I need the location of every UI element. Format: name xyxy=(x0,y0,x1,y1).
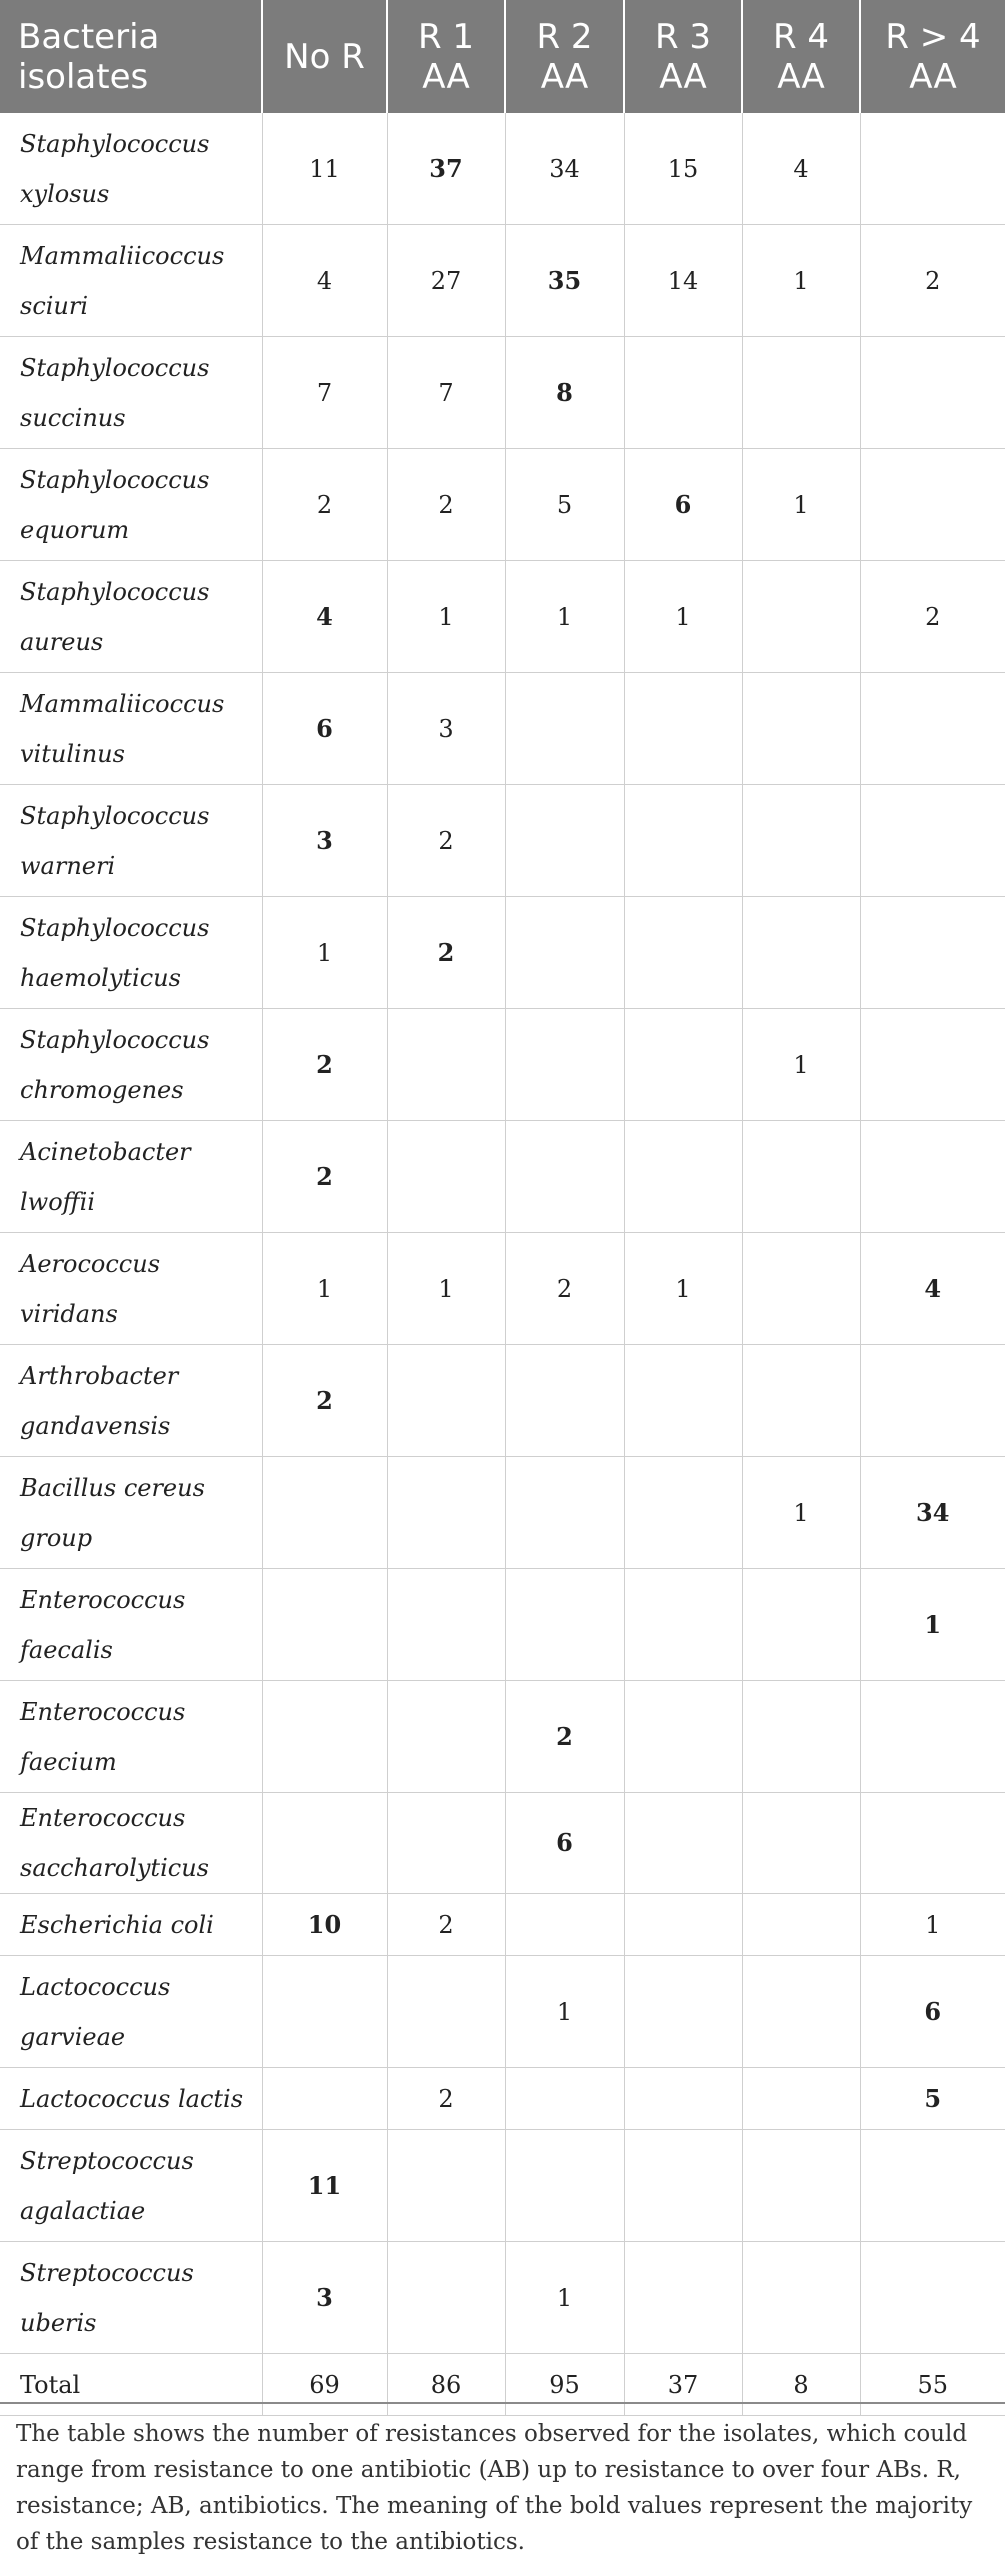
isolate-name: Mammaliicoccus sciuri xyxy=(0,225,262,337)
resistance-count-cell xyxy=(624,673,742,785)
isolate-name: Aerococcus viridans xyxy=(0,1233,262,1345)
isolate-name: Enterococcus faecium xyxy=(0,1681,262,1793)
resistance-count-cell xyxy=(505,1569,624,1681)
resistance-count-cell: 2 xyxy=(860,561,1005,673)
resistance-count-cell xyxy=(624,2068,742,2130)
resistance-count-cell xyxy=(742,2068,860,2130)
total-count-cell: 69 xyxy=(262,2354,387,2416)
resistance-count-cell: 4 xyxy=(742,113,860,225)
resistance-count-cell: 34 xyxy=(860,1457,1005,1569)
resistance-count-cell xyxy=(624,1894,742,1956)
isolate-name: Escherichia coli xyxy=(0,1894,262,1956)
resistance-count-cell xyxy=(742,1894,860,1956)
isolate-name: Bacillus cereus group xyxy=(0,1457,262,1569)
resistance-count-cell: 1 xyxy=(262,897,387,1009)
resistance-count-cell: 2 xyxy=(505,1233,624,1345)
isolate-name: Staphylococcus succinus xyxy=(0,337,262,449)
isolate-name: Lactococcus garvieae xyxy=(0,1956,262,2068)
table-row xyxy=(0,2068,1005,2130)
header-no-r: No R xyxy=(262,0,387,113)
table-row xyxy=(0,337,1005,449)
resistance-count-cell: 6 xyxy=(505,1793,624,1894)
header-r4: R 4 AA xyxy=(742,0,860,113)
resistance-count-cell xyxy=(387,1569,505,1681)
resistance-count-cell xyxy=(860,113,1005,225)
resistance-count-cell: 4 xyxy=(860,1233,1005,1345)
resistance-count-cell xyxy=(505,2068,624,2130)
header-r-over-4: R > 4 AA xyxy=(860,0,1005,113)
header-bacteria-isolates: Bacteria isolates xyxy=(0,0,262,113)
resistance-count-cell: 6 xyxy=(624,449,742,561)
resistance-count-cell: 11 xyxy=(262,113,387,225)
isolate-name: Acinetobacter lwoffii xyxy=(0,1121,262,1233)
resistance-count-cell: 2 xyxy=(387,897,505,1009)
resistance-count-cell: 37 xyxy=(387,113,505,225)
isolate-name: Staphylococcus haemolyticus xyxy=(0,897,262,1009)
resistance-count-cell xyxy=(387,1345,505,1457)
resistance-count-cell: 10 xyxy=(262,1894,387,1956)
total-count-cell: 37 xyxy=(624,2354,742,2416)
table-row xyxy=(0,1793,1005,1894)
table-row xyxy=(0,1009,1005,1121)
resistance-count-cell xyxy=(505,785,624,897)
resistance-count-cell xyxy=(262,1793,387,1894)
resistance-count-cell xyxy=(624,2242,742,2354)
resistance-count-cell xyxy=(624,1956,742,2068)
table-row xyxy=(0,1345,1005,1457)
resistance-count-cell xyxy=(505,2130,624,2242)
resistance-count-cell: 2 xyxy=(262,1121,387,1233)
resistance-count-cell: 1 xyxy=(262,1233,387,1345)
resistance-count-cell xyxy=(387,2242,505,2354)
resistance-count-cell xyxy=(505,673,624,785)
resistance-count-cell: 7 xyxy=(387,337,505,449)
isolate-name: Staphylococcus chromogenes xyxy=(0,1009,262,1121)
table-row xyxy=(0,785,1005,897)
resistance-count-cell xyxy=(505,1009,624,1121)
total-label: Total xyxy=(0,2354,262,2416)
isolate-name: Staphylococcus xylosus xyxy=(0,113,262,225)
table-row xyxy=(0,113,1005,225)
resistance-count-cell xyxy=(742,1793,860,1894)
total-count-cell: 86 xyxy=(387,2354,505,2416)
table-row xyxy=(0,449,1005,561)
resistance-count-cell xyxy=(505,1121,624,1233)
table-row xyxy=(0,673,1005,785)
resistance-count-cell: 7 xyxy=(262,337,387,449)
resistance-count-cell xyxy=(624,1681,742,1793)
header-r3: R 3 AA xyxy=(624,0,742,113)
resistance-count-cell: 2 xyxy=(262,1345,387,1457)
resistance-count-cell: 1 xyxy=(624,561,742,673)
resistance-count-cell: 27 xyxy=(387,225,505,337)
resistance-count-cell xyxy=(860,673,1005,785)
resistance-count-cell: 1 xyxy=(505,2242,624,2354)
resistance-count-cell xyxy=(262,2068,387,2130)
resistance-count-cell: 1 xyxy=(742,1457,860,1569)
table-row xyxy=(0,225,1005,337)
total-count-cell: 95 xyxy=(505,2354,624,2416)
resistance-count-cell xyxy=(742,1233,860,1345)
resistance-count-cell: 1 xyxy=(742,225,860,337)
resistance-count-cell: 3 xyxy=(262,2242,387,2354)
table-row xyxy=(0,1569,1005,1681)
resistance-count-cell xyxy=(742,1956,860,2068)
isolate-name: Enterococcus saccharolyticus xyxy=(0,1793,262,1894)
resistance-count-cell xyxy=(262,1457,387,1569)
resistance-count-cell xyxy=(387,1793,505,1894)
isolate-name: Mammaliicoccus vitulinus xyxy=(0,673,262,785)
table-row xyxy=(0,2242,1005,2354)
resistance-count-cell xyxy=(742,337,860,449)
resistance-count-cell xyxy=(742,897,860,1009)
resistance-count-cell xyxy=(624,897,742,1009)
resistance-count-cell xyxy=(742,785,860,897)
resistance-count-cell xyxy=(860,2242,1005,2354)
resistance-count-cell xyxy=(742,1681,860,1793)
resistance-count-cell xyxy=(742,673,860,785)
resistance-count-cell xyxy=(860,1793,1005,1894)
resistance-count-cell xyxy=(387,1956,505,2068)
table-row xyxy=(0,897,1005,1009)
resistance-count-cell xyxy=(624,1121,742,1233)
resistance-count-cell: 1 xyxy=(387,561,505,673)
resistance-count-cell xyxy=(624,1009,742,1121)
resistance-count-cell xyxy=(624,337,742,449)
resistance-count-cell: 2 xyxy=(505,1681,624,1793)
isolate-name: Staphylococcus equorum xyxy=(0,449,262,561)
resistance-count-cell: 1 xyxy=(387,1233,505,1345)
resistance-count-cell xyxy=(860,1681,1005,1793)
isolate-name: Lactococcus lactis xyxy=(0,2068,262,2130)
table-row xyxy=(0,1457,1005,1569)
resistance-count-cell: 15 xyxy=(624,113,742,225)
resistance-count-cell xyxy=(860,785,1005,897)
total-count-cell: 55 xyxy=(860,2354,1005,2416)
resistance-count-cell: 4 xyxy=(262,561,387,673)
resistance-count-cell: 1 xyxy=(505,561,624,673)
resistance-count-cell: 1 xyxy=(742,449,860,561)
table-footnote: The table shows the number of resistances observed for the isolates, which could range from resistance to one antibiotic (AB) up to resistance to over four ABs. R, resistance; AB, antibiotics. The meaning of the bold values represent the majority of the samples resistance to the antibiotics. xyxy=(0,2402,1005,2560)
resistance-count-cell: 34 xyxy=(505,113,624,225)
resistance-count-cell: 2 xyxy=(387,1894,505,1956)
table-row xyxy=(0,2130,1005,2242)
header-row xyxy=(0,0,1005,113)
table-row xyxy=(0,1681,1005,1793)
resistance-count-cell xyxy=(624,2130,742,2242)
isolate-name: Streptococcus uberis xyxy=(0,2242,262,2354)
table-row xyxy=(0,1956,1005,2068)
resistance-count-cell xyxy=(860,337,1005,449)
resistance-count-cell xyxy=(742,2130,860,2242)
resistance-count-cell xyxy=(742,1569,860,1681)
resistance-count-cell: 8 xyxy=(505,337,624,449)
resistance-count-cell: 2 xyxy=(387,2068,505,2130)
resistance-count-cell: 35 xyxy=(505,225,624,337)
total-count-cell: 8 xyxy=(742,2354,860,2416)
isolate-name: Arthrobacter gandavensis xyxy=(0,1345,262,1457)
resistance-count-cell xyxy=(742,561,860,673)
resistance-count-cell xyxy=(860,1345,1005,1457)
resistance-count-cell xyxy=(624,1569,742,1681)
resistance-count-cell xyxy=(624,1345,742,1457)
resistance-count-cell: 1 xyxy=(624,1233,742,1345)
resistance-count-cell xyxy=(860,449,1005,561)
resistance-count-cell xyxy=(387,1457,505,1569)
resistance-count-cell: 1 xyxy=(505,1956,624,2068)
resistance-count-cell xyxy=(860,1121,1005,1233)
resistance-count-cell xyxy=(742,1345,860,1457)
resistance-count-cell xyxy=(505,1345,624,1457)
isolate-name: Staphylococcus aureus xyxy=(0,561,262,673)
resistance-count-cell: 6 xyxy=(860,1956,1005,2068)
resistance-count-cell xyxy=(262,1956,387,2068)
resistance-count-cell xyxy=(742,2242,860,2354)
resistance-count-cell: 11 xyxy=(262,2130,387,2242)
resistance-count-cell xyxy=(860,1009,1005,1121)
table-row xyxy=(0,1121,1005,1233)
resistance-count-cell xyxy=(860,897,1005,1009)
table-row xyxy=(0,1894,1005,1956)
resistance-count-cell: 4 xyxy=(262,225,387,337)
resistance-count-cell xyxy=(505,1894,624,1956)
resistance-count-cell: 5 xyxy=(505,449,624,561)
resistance-count-cell: 2 xyxy=(387,785,505,897)
resistance-count-cell xyxy=(860,2130,1005,2242)
resistance-count-cell: 5 xyxy=(860,2068,1005,2130)
resistance-count-cell xyxy=(262,1681,387,1793)
resistance-count-cell: 2 xyxy=(860,225,1005,337)
resistance-count-cell: 1 xyxy=(860,1894,1005,1956)
isolate-name: Staphylococcus warneri xyxy=(0,785,262,897)
table-row xyxy=(0,1233,1005,1345)
resistance-count-cell xyxy=(624,1457,742,1569)
resistance-count-cell: 3 xyxy=(262,785,387,897)
resistance-count-cell: 2 xyxy=(262,449,387,561)
resistance-count-cell: 3 xyxy=(387,673,505,785)
header-r1: R 1 AA xyxy=(387,0,505,113)
isolate-name: Enterococcus faecalis xyxy=(0,1569,262,1681)
resistance-count-cell: 1 xyxy=(860,1569,1005,1681)
resistance-count-cell xyxy=(505,1457,624,1569)
resistance-count-cell xyxy=(624,1793,742,1894)
isolate-name: Streptococcus agalactiae xyxy=(0,2130,262,2242)
resistance-count-cell: 2 xyxy=(387,449,505,561)
resistance-count-cell: 1 xyxy=(742,1009,860,1121)
resistance-count-cell xyxy=(387,1121,505,1233)
resistance-count-cell xyxy=(262,1569,387,1681)
resistance-count-cell xyxy=(624,785,742,897)
resistance-count-cell xyxy=(742,1121,860,1233)
header-r2: R 2 AA xyxy=(505,0,624,113)
resistance-count-cell: 2 xyxy=(262,1009,387,1121)
resistance-count-cell xyxy=(387,1681,505,1793)
resistance-count-cell: 14 xyxy=(624,225,742,337)
table-row xyxy=(0,561,1005,673)
resistance-count-cell xyxy=(387,1009,505,1121)
resistance-count-cell: 6 xyxy=(262,673,387,785)
resistance-count-cell xyxy=(387,2130,505,2242)
resistance-count-cell xyxy=(505,897,624,1009)
